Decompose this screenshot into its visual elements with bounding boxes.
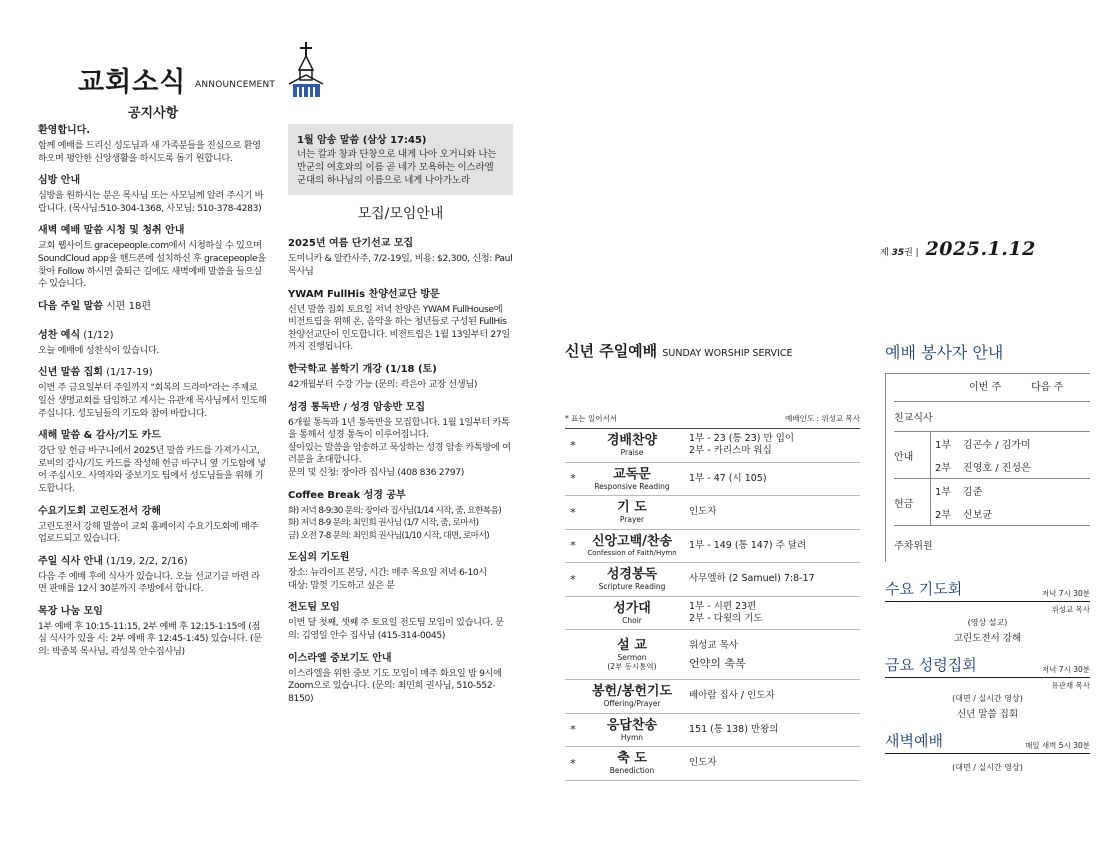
- recruit-title: 성경 통독반 / 성경 암송반 모집: [288, 401, 425, 413]
- issue-date: 2025.1.12: [925, 238, 1036, 260]
- notice-item: [38, 429, 268, 495]
- recruit-title: 전도팀 모임: [288, 602, 340, 614]
- notice-body: 오늘 예배에 성찬식이 있습니다.: [38, 344, 160, 356]
- servants-title: 예배 봉사자 안내: [885, 343, 1004, 362]
- notice-title: 신년 말씀 집회 (1/17-19): [38, 367, 153, 379]
- worship-item: 신앙고백/찬송 Confession of Faith/Hymn: [587, 533, 677, 557]
- worship-item: 설 교 Sermon (2부 동시통역): [607, 638, 657, 671]
- recruit-body: 화) 저녁 8-9:30 문의: 장아라 집사님(1/14 시작, 줌, 요한복음) 화) 저녁 8-9 문의: 최민희 권사님 (1/7 시작, 줌, 로마서) 금) 오전 7-8 문의: 최민희 권사님(1/10 시작, 대면, 로마서): [288, 505, 502, 541]
- worship-row: [565, 680, 860, 714]
- meeting-wednesday: 수요 기도회 저녁 7시 30분 위성교 목사 (영상 설교) 고린도전서 강해: [885, 580, 1090, 644]
- notice-body: 다음 주 예배 후에 식사가 있습니다. 오늘 선교기금 마련 라면 판매를 12시 30분까지 주방에서 합니다.: [38, 570, 260, 595]
- volume-number: 35: [891, 248, 905, 258]
- worship-row: [565, 429, 860, 463]
- recruit-title: 도심의 기도원: [288, 552, 350, 564]
- recruit-column: [288, 124, 513, 714]
- recruit-title: YWAM FullHis 찬양선교단 방문: [288, 288, 440, 300]
- worship-detail: 1부 - 47 (시 105): [689, 472, 767, 484]
- notice-item: [38, 224, 268, 290]
- standing-mark: *: [570, 505, 576, 519]
- notice-title: 심방 안내: [38, 175, 81, 187]
- recruit-item: [288, 288, 513, 354]
- issue-info: [880, 238, 1036, 260]
- meeting-dawn: 새벽예배 매일 새벽 5시 30분 (대면 / 실시간 영상): [885, 732, 1090, 772]
- notice-item: [38, 124, 268, 165]
- worship-item: 성경봉독 Scripture Reading: [598, 567, 666, 592]
- page-subtitle: 공지사항: [128, 106, 179, 121]
- recruit-title: 이스라엘 중보기도 안내: [288, 652, 392, 664]
- servants-usher: 안내 1부 김곤수 / 김가미 2부 진영호 / 진성은: [894, 432, 1090, 479]
- notice-title: 다음 주일 말씀 시편 18편: [38, 300, 151, 312]
- memory-verse-title: 1월 암송 말씀 (삼상 17:45): [297, 135, 427, 146]
- notice-title: 새벽 예배 말씀 시청 및 청취 안내: [38, 225, 185, 237]
- notice-body: 1부 예배 후 10:15-11:15, 2부 예배 후 12:15-1:15에 (점심 식사가 있을 시: 2부 예배 후 12:45-1:45) 있습니다. (문의: 박종복 목사님, 곽성복 안수집사님): [38, 620, 262, 658]
- recruit-body: 42개월부터 수강 가능 (문의: 곽은아 교장 선생님): [288, 378, 478, 390]
- notice-item: [38, 605, 268, 659]
- recruit-item: [288, 601, 513, 642]
- recruit-body: 신년 말씀 집회 토요일 저녁 찬양은 YWAM FullHouse에 비전트립을 위해 온, 음악을 하는 청년들로 구성된 FullHis 찬양선교단이 인도합니다. 비전트립은 1월 13일부터 27일까지 진행됩니다.: [288, 303, 510, 353]
- recruit-item: [288, 652, 513, 706]
- announcement-column: [38, 40, 276, 668]
- recruit-item: [288, 551, 513, 592]
- notice-item: [38, 300, 268, 313]
- worship-row: [565, 463, 860, 497]
- worship-item: 경배찬양 Praise: [606, 433, 658, 458]
- notice-title: 성찬 예식 (1/12): [38, 329, 114, 341]
- announcement-header: [38, 40, 276, 124]
- announcement-list: [38, 124, 268, 659]
- notice-body: 고린도전서 강해 말씀이 교회 홈페이지 수요기도회에 매주 업로드되고 있습니다.: [38, 520, 259, 545]
- volume-prefix: 제: [880, 248, 892, 258]
- worship-detail: 위성교 목사 언약의 축복: [689, 639, 746, 670]
- church-icon: [286, 42, 326, 98]
- recruit-item: [288, 401, 513, 480]
- worship-detail: 배아람 집사 / 인도자: [689, 690, 775, 702]
- notice-title: 주일 식사 안내 (1/19, 2/2, 2/16): [38, 555, 188, 567]
- notice-title: 새해 말씀 & 감사/기도 카드: [38, 430, 161, 442]
- servants-parking: 주차위원: [894, 540, 933, 552]
- page-title-en: ANNOUNCEMENT: [195, 80, 276, 90]
- notice-body: 심방을 원하시는 분은 목사님 또는 사모님께 알려 주시기 바랍니다. (목사님:510-304-1368, 사모님: 510-378-4283): [38, 190, 264, 214]
- worship-detail: 인도자: [689, 506, 717, 518]
- worship-detail: 1부 - 시편 23편 2부 - 다윗의 기도: [689, 600, 763, 624]
- worship-detail: 151 (통 138) 만왕의: [689, 723, 779, 735]
- recruit-item: [288, 363, 513, 392]
- worship-detail: 사무엘하 (2 Samuel) 7:8-17: [689, 573, 815, 585]
- worship-row: [565, 563, 860, 597]
- notice-title: 수요기도회 고린도전서 강해: [38, 505, 161, 517]
- notice-item: [38, 555, 268, 596]
- memory-verse-box: [288, 124, 513, 195]
- worship-order: [565, 340, 860, 781]
- worship-item: 성가대 Choir: [613, 600, 651, 625]
- standing-mark: *: [570, 572, 576, 586]
- notice-item: [38, 366, 268, 420]
- standing-note: * 표는 일어서서: [565, 414, 617, 423]
- worship-detail: 1부 - 149 (통 147) 주 달려: [689, 539, 807, 551]
- servants-header: 이번 주 다음 주: [894, 374, 1090, 402]
- worship-item: 응답찬송 Hymn: [606, 717, 658, 742]
- notice-body: 함께 예배를 드리신 성도님과 새 가족분들을 진심으로 환영하오며 평안한 신앙생활을 하시도록 돕기 원합니다.: [38, 140, 261, 164]
- worship-title-en: SUNDAY WORSHIP SERVICE: [662, 348, 793, 359]
- recruit-item: [288, 237, 513, 278]
- servants-table: [885, 373, 1090, 562]
- page-title: 교회소식: [78, 67, 187, 98]
- meeting-friday: 금요 성령집회 저녁 7시 30분 유관재 목사 (대면 / 실시간 영상) 신년 말씀 집회: [885, 656, 1090, 720]
- standing-mark: *: [570, 438, 576, 452]
- recruit-body: 도미니카 & 알칸사주, 7/2-19일, 비용: $2,300, 신청: Paul 목사님: [288, 253, 513, 277]
- worship-row: [565, 597, 860, 631]
- recruit-title: Coffee Break 성경 공부: [288, 489, 406, 501]
- worship-item: 교독문 Responsive Reading: [594, 466, 670, 491]
- notice-body: 강단 앞 헌금 바구니에서 2025년 말씀 카드를 가져가시고, 로비의 감사/기도 카드를 작성해 헌금 바구니 옆 기도함에 넣어 주십시오. 사역자와 중보기도 팀에서 성도님들을 위해 기도합니다.: [38, 445, 266, 494]
- notice-title: 환영합니다.: [38, 125, 91, 136]
- servants-offering: 헌금 1부 김준 2부 신보균: [894, 479, 1090, 526]
- worship-row: [565, 530, 860, 564]
- worship-row: [565, 496, 860, 530]
- notice-title: 목장 나눔 모임: [38, 605, 103, 617]
- worship-meta: [565, 413, 860, 429]
- worship-item: 기 도 Prayer: [617, 500, 647, 525]
- worship-row: [565, 630, 860, 680]
- notice-body: 이번 주 금요일부터 주일까지 "회복의 드라마"라는 주제로 일산 생명교회를 담임하고 계시는 유관재 목사님께서 인도해 주십니다. 성도님들의 기도와 참여 바랍니다.: [38, 382, 267, 419]
- standing-mark: *: [570, 472, 576, 486]
- recruit-title: 2025년 여름 단기선교 모집: [288, 238, 414, 250]
- volume-suffix: 권 |: [904, 248, 919, 258]
- worship-title: 신년 주일예배 SUNDAY WORSHIP SERVICE: [565, 342, 793, 360]
- notice-item: [38, 329, 268, 358]
- recruit-title: 한국학교 봄학기 개강 (1/18 (토): [288, 363, 437, 375]
- standing-mark: *: [570, 539, 576, 553]
- worship-item: 축 도 Benediction: [609, 751, 655, 776]
- recruit-body: 장소: 뉴라이프 본당, 시간: 매주 목요일 저녁 6-10시 대상: 맘껏 기도하고 싶은 분: [288, 567, 487, 591]
- recruit-heading: 모집/모임안내: [357, 206, 444, 223]
- memory-verse-body: 너는 칼과 창과 단창으로 내게 나아 오거니와 나는 만군의 여호와의 이름 곧 네가 모욕하는 이스라엘 군대의 하나님의 이름으로 네게 나아가노라: [297, 149, 497, 186]
- worship-item: 봉헌/봉헌기도 Offering/Prayer: [591, 684, 673, 709]
- recruit-body: 이번 달 첫째, 셋째 주 토요일 전도팀 모임이 있습니다. 문의: 김영일 안수 집사님 (415-314-0045): [288, 617, 504, 642]
- recruit-item: [288, 489, 513, 543]
- notice-item: [38, 505, 268, 546]
- worship-leader: 예배인도 : 위성교 목사: [785, 414, 860, 423]
- recruit-body: 6개월 통독과 1년 통독반을 모집합니다. 1월 1일부터 카톡을 통해서 성경 통독이 이루어집니다. 살아있는 말씀을 암송하고 묵상하는 성경 암송 카톡방에 여러분을 초대합니다. 문의 및 신청: 장아라 집사님 (408 836 2797): [288, 416, 511, 478]
- standing-mark: *: [570, 723, 576, 737]
- recruit-body: 이스라엘을 위한 중보 기도 모임이 매주 화요일 밤 9시에 Zoom으로 있습니다. (문의: 최민희 권사님, 510-552-8150): [288, 667, 502, 704]
- notice-body: 교회 웹사이트 gracepeople.com에서 시청하실 수 있으며 SoundCloud app을 핸드폰에 설치하신 후 gracepeople을 찾아 Follow 하시면 출퇴근 길에도 새벽예배 말씀을 들으실 수 있습니다.: [38, 240, 266, 290]
- servants-fellowship: 친교식사: [894, 402, 1090, 432]
- worship-detail: 1부 - 23 (통 23) 만 입이 2부 - 카리스마 워십: [689, 433, 795, 457]
- standing-mark: *: [570, 756, 576, 770]
- worship-row: [565, 747, 860, 781]
- notice-item: [38, 174, 268, 215]
- servants-column: [885, 340, 1090, 773]
- worship-detail: 인도자: [689, 757, 717, 769]
- worship-row: [565, 714, 860, 748]
